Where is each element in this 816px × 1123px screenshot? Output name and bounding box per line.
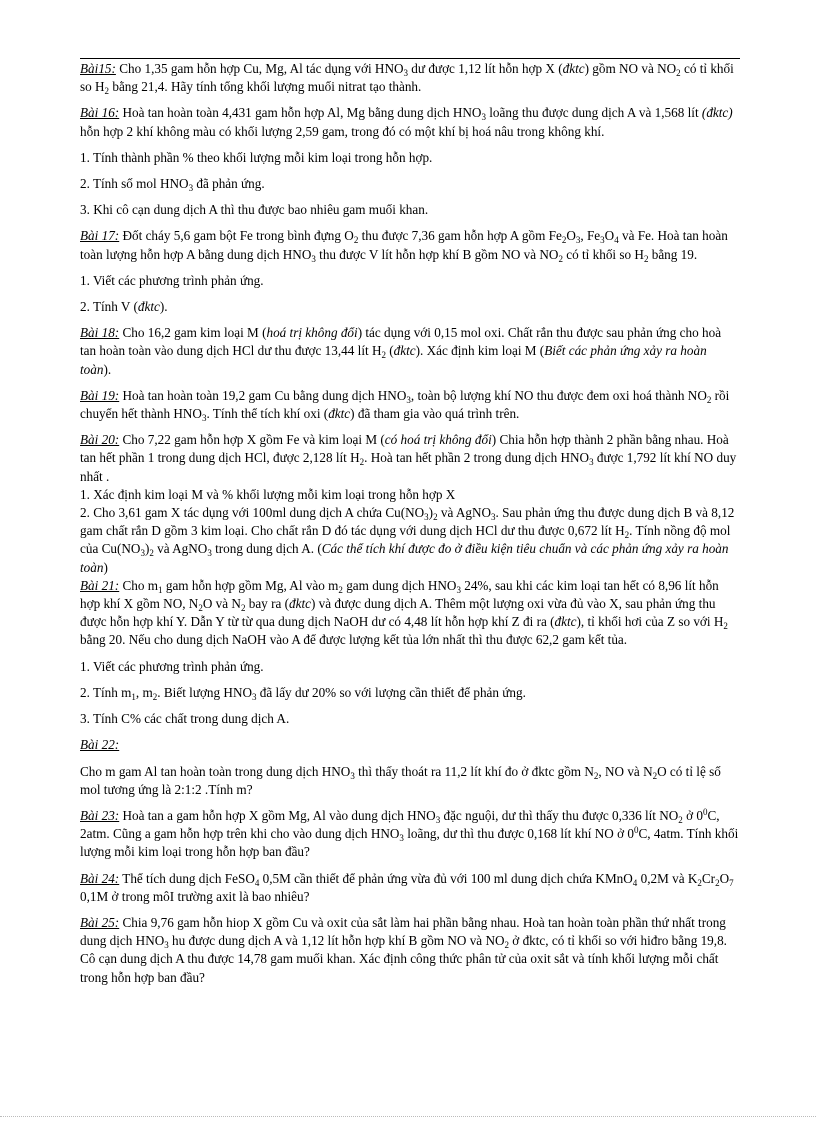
- exercise-heading: Bài 25:: [80, 914, 120, 930]
- exercise-text: 1. Viết các phương trình phản ứng.: [80, 658, 264, 674]
- exercise-text: 3. Khi cô cạn dung dịch A thì thu được bao nhiêu gam muối khan.: [80, 202, 429, 218]
- exercise-paragraph: [80, 227, 740, 263]
- exercise-heading: Bài 20:: [80, 432, 120, 448]
- exercise-text: Cho 7,22 gam hỗn hợp X gồm Fe và kim loại M (có hoá trị không đổi) Chia hỗn hợp thành 2 phần bằng nhau. Hoà tan hết phần 1 trong dung dịch HCl, được 2,128 lít $H_2$. Hoà tan hết phần 2 trong dung dịch $HNO_3$ được 1,792 lít khí NO duy nhất .: [80, 432, 737, 484]
- exercise-paragraph: [80, 324, 740, 379]
- document-page: [80, 58, 740, 995]
- exercise-text: 2. Tính $m_1$, $m_2$. Biết lượng $HNO_3$ đã lấy dư 20% so với lượng cần thiết để phản ứng.: [80, 684, 526, 702]
- exercise-text: Hoà tan hoàn toàn 19,2 gam Cu bằng dung dịch $HNO_3$, toàn bộ lượng khí NO thu được đem oxi hoá thành $NO_2$ rồi chuyển hết thành $HNO_3$. Tính thể tích khí oxi (đktc) đã tham gia vào quá trình trên.: [80, 387, 730, 424]
- exercise-text: 2. Tính số mol $HNO_3$ đã phản ứng.: [80, 176, 265, 194]
- exercise-paragraph: [80, 104, 740, 140]
- exercise-heading: Bài15:: [80, 61, 116, 76]
- exercise-text: 3. Tính C% các chất trong dung dịch A.: [80, 711, 290, 727]
- exercise-heading: Bài 17:: [80, 228, 120, 244]
- exercise-heading: Bài 19:: [80, 387, 120, 403]
- exercise-text: Hoà tan hoàn toàn 4,431 gam hỗn hợp Al, Mg bằng dung dịch $HNO_3$ loãng thu được dung dịch A và 1,568 lít (đktc) hỗn hợp 2 khí không màu có khối lượng 2,59 gam, trong đó có một khí bị hoá nâu trong không khí.: [80, 105, 733, 139]
- exercise-paragraph: [80, 914, 740, 987]
- exercise-text: 1. Viết các phương trình phản ứng.: [80, 272, 264, 288]
- exercise-heading: Bài 24:: [80, 870, 120, 886]
- exercise-subitem: [80, 149, 740, 167]
- exercise-subitem: [80, 504, 740, 577]
- exercise-text: Cho $m_1$ gam hỗn hợp gồm Mg, Al vào $m_2$ gam dung dịch $HNO_3$ 24%, sau khi các kim loại tan hết có 8,96 lít hỗn hợp khí X gồm NO, $N_2O$ và $N_2$ bay ra (đktc) và được dung dịch A. Thêm một lượng oxi vừa đủ vào X, sau phản ứng thu được hỗn hợp khí Y. Dẫn Y từ từ qua dung dịch NaOH dư có 4,48 lít hỗn hợp khí Z đi ra (đktc), tỉ khối hơi của Z so với $H_2$ bằng 20. Nếu cho dung dịch NaOH vào A để được lượng kết tủa lớn nhất thì thu được 62,2 gam kết tủa.: [80, 577, 728, 648]
- exercise-paragraph: [80, 807, 740, 862]
- exercise-heading: Bài 18:: [80, 325, 120, 341]
- exercise-heading: Bài 22:: [80, 737, 120, 753]
- exercise-subitem: [80, 175, 740, 193]
- exercise-subitem: [80, 201, 740, 219]
- exercise-text: 1. Tính thành phần % theo khối lượng mỗi kim loại trong hỗn hợp.: [80, 149, 433, 165]
- exercise-text: 1. Xác định kim loại M và % khối lượng mỗi kim loại trong hỗn hợp X: [80, 486, 456, 502]
- exercise-subitem: [80, 763, 740, 799]
- exercise-text: Cho m gam Al tan hoàn toàn trong dung dịch $HNO_3$ thì thấy thoát ra 11,2 lít khí đo ở đktc gồm $N_2$, NO và $N_2O$ có tỉ lệ số mol tương ứng là 2:1:2 .Tính m?: [80, 763, 721, 797]
- exercise-list: [80, 60, 740, 987]
- exercise-paragraph: [80, 387, 740, 423]
- exercise-text: 2. Cho 3,61 gam X tác dụng với 100ml dung dịch A chứa $Cu(NO_3)_2$ và AgNO$_3$. Sau phản ứng thu được dung dịch B và 8,12 gam chất rắn D gồm 3 kim loại. Cho chất rắn D đó tác dụng với dung dịch HCl dư thu được 0,672 lít $H_2$. Tính nồng độ mol của $Cu(NO_3)_2$ và AgNO$_3$ trong dung dịch A. (Các thể tích khí được đo ở điều kiện tiêu chuẩn và các phản ứng xảy ra hoàn toàn): [80, 505, 735, 575]
- exercise-heading: Bài 16:: [80, 105, 120, 121]
- exercise-text: Thể tích dung dịch FeSO$_4$ 0,5M cần thiết để phản ứng vừa đủ với 100 ml dung dịch chứa KMnO$_4$ 0,2M và $K_2Cr_2O_7$ 0,1M ở trong môI trường axit là bao nhiêu?: [80, 870, 734, 904]
- exercise-subitem: [80, 298, 740, 316]
- exercise-paragraph: [80, 577, 740, 650]
- exercise-heading: Bài 21:: [80, 577, 120, 593]
- top-rule: [80, 58, 740, 59]
- exercise-paragraph: [80, 736, 740, 754]
- exercise-heading: Bài 23:: [80, 807, 120, 823]
- page-bottom-border: [0, 1116, 816, 1117]
- exercise-subitem: [80, 272, 740, 290]
- exercise-text: Đốt cháy 5,6 gam bột Fe trong bình đựng $O_2$ thu được 7,36 gam hỗn hợp A gồm $Fe_2O_3$, $Fe_3O_4$ và Fe. Hoà tan hoàn toàn lượng hỗn hợp A bằng dung dịch $HNO_3$ thu được V lít hỗn hợp khí B gồm NO và $NO_2$ có tỉ khối so $H_2$ bằng 19.: [80, 228, 728, 264]
- exercise-paragraph: [80, 60, 740, 96]
- exercise-subitem: [80, 684, 740, 702]
- exercise-text: Cho 16,2 gam kim loại M (hoá trị không đổi) tác dụng với 0,15 mol oxi. Chất rắn thu được sau phản ứng cho hoà tan hoàn toàn vào dung dịch HCl dư thu được 13,44 lít $H_2$ (đktc). Xác định kim loại M (Biết các phản ứng xảy ra hoàn toàn).: [80, 325, 722, 377]
- exercise-text: Cho 1,35 gam hỗn hợp Cu, Mg, Al tác dụng với $HNO_3$ dư được 1,12 lít hỗn hợp X (đktc) gồm NO và $NO_2$ có tỉ khối so $H_2$ bằng 21,4. Hãy tính tổng khối lượng muối nitrat tạo thành.: [80, 61, 734, 97]
- exercise-paragraph: [80, 431, 740, 486]
- exercise-text: 2. Tính V (đktc).: [80, 299, 168, 315]
- exercise-subitem: [80, 486, 740, 504]
- exercise-subitem: [80, 658, 740, 676]
- exercise-text: Chia 9,76 gam hỗn hiop X gồm Cu và oxit của sắt làm hai phần bằng nhau. Hoà tan hoàn toàn phần thứ nhất trong dung dịch $HNO_3$ hu được dung dịch A và 1,12 lít hỗn hợp khí B gồm NO và $NO_2$ ở đktc, có tỉ khối so với hiđro bằng 19,8. Cô cạn dung dịch A thu được 14,78 gam muối khan. Xác định công thức phân tử của oxit sắt và tính khối lượng mỗi chất trong hỗn hợp ban đầu?: [80, 914, 727, 985]
- exercise-text: Hoà tan a gam hỗn hợp X gồm Mg, Al vào dung dịch $HNO_3$ đặc nguội, dư thì thấy thu được 0,336 lít $NO_2$ ở $0^0C$, 2atm. Cũng a gam hỗn hợp trên khi cho vào dung dịch $HNO_3$ loãng, dư thì thu được 0,168 lít khí NO ở $0^0C$, 4atm. Tính khối lượng mỗi kim loại trong hỗn hợp ban đầu?: [80, 806, 739, 860]
- exercise-paragraph: [80, 870, 740, 906]
- exercise-subitem: [80, 710, 740, 728]
